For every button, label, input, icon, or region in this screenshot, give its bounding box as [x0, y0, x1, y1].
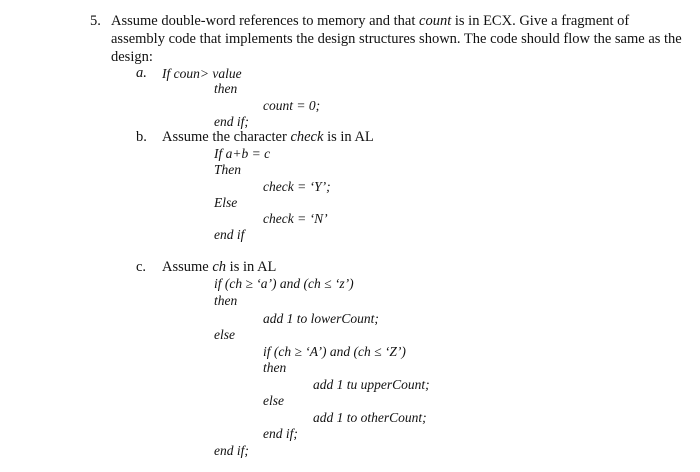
part-b-intro	[162, 130, 374, 145]
part-c-else: else	[214, 327, 235, 342]
part-b-end: end if	[214, 227, 245, 242]
part-b-label: b.	[136, 129, 147, 145]
part-c-inner-then-body: add 1 tu upperCount;	[313, 377, 430, 392]
part-b-then: Then	[214, 162, 241, 177]
part-b-then-body: check = ‘Y’;	[263, 179, 331, 194]
part-c-if-line: if (ch ≥ ‘a’) and (ch ≤ ‘z’)	[214, 276, 354, 291]
question-line-1-post: is in ECX. Give a fragment of	[451, 13, 630, 29]
part-c-inner-end: end if;	[263, 426, 298, 441]
question-line-1	[111, 14, 629, 29]
part-b-else-body: check = ‘N’	[263, 211, 328, 226]
part-b-intro-em: check	[290, 129, 324, 145]
part-b-intro-pre: Assume the character	[162, 129, 291, 145]
question-line-2: assembly code that implements the design structures shown. The code should flow the same as the	[111, 31, 682, 47]
part-c-end: end if;	[214, 443, 249, 458]
part-c-intro-pre: Assume	[162, 259, 213, 275]
part-a-if-line: If coun> value	[162, 66, 242, 81]
part-c-label: c.	[136, 259, 147, 275]
part-a-label: a.	[136, 65, 147, 81]
part-c-inner-if: if (ch ≥ ‘A’) and (ch ≤ ‘Z’)	[263, 344, 406, 359]
part-c-then: then	[214, 293, 238, 308]
part-a-end: end if;	[214, 114, 249, 129]
part-c-intro-em: ch	[212, 259, 227, 275]
part-c-inner-else: else	[263, 393, 284, 408]
part-c-intro-post: is in AL	[226, 259, 277, 275]
part-a-then: then	[214, 81, 238, 96]
question-line-3: design:	[111, 49, 153, 65]
question-line-1-pre: Assume double-word references to memory and that	[111, 13, 420, 29]
part-c-inner-else-body: add 1 to otherCount;	[313, 410, 427, 425]
part-c-then-body: add 1 to lowerCount;	[263, 311, 379, 326]
part-c-intro	[162, 260, 276, 275]
part-a-body: count = 0;	[263, 98, 321, 113]
part-b-if-line: If a+b = c	[214, 146, 271, 161]
part-b-else: Else	[214, 195, 238, 210]
part-c-inner-then: then	[263, 360, 287, 375]
part-b-intro-post: is in AL	[323, 129, 374, 145]
question-number: 5.	[90, 13, 101, 29]
question-line-1-em: count	[419, 13, 452, 29]
